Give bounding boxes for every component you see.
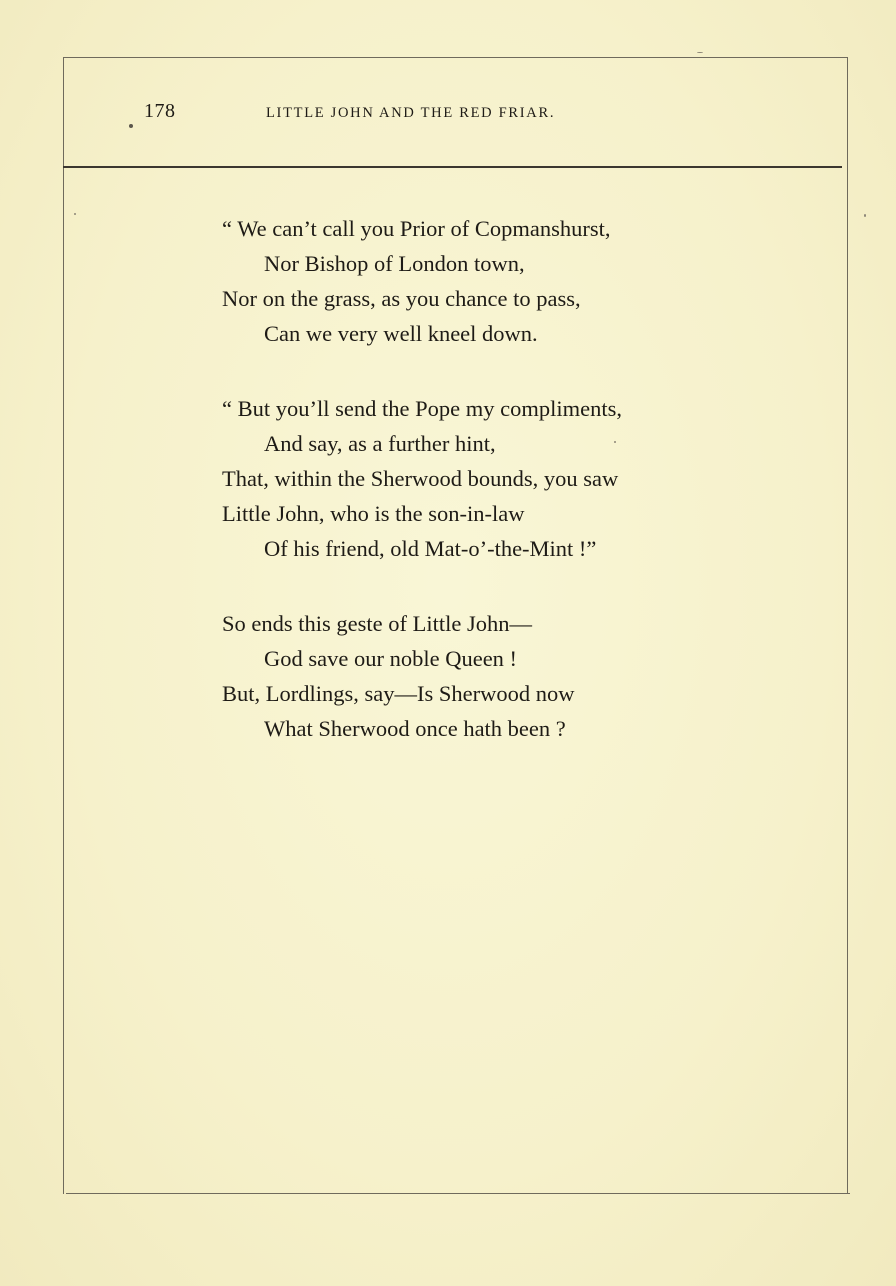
paper-speck: [864, 214, 866, 217]
header-rule: [63, 166, 842, 168]
stanza-1: [222, 211, 611, 351]
verse-line: Nor Bishop of London town,: [264, 251, 525, 276]
verse-line: God save our noble Queen !: [264, 646, 518, 671]
verse-line: Little John, who is the son-in-law: [222, 501, 525, 526]
verse-line: What Sherwood once hath been ?: [264, 716, 566, 741]
frame-left-rule: [63, 57, 64, 1194]
verse-line: Of his friend, old Mat-o’-the-Mint !”: [264, 536, 597, 561]
paper-speck: [697, 52, 703, 53]
frame-top-rule: [63, 57, 847, 58]
page-number: 178: [144, 100, 176, 122]
frame-bottom-rule: [66, 1193, 850, 1194]
verse-line: Can we very well kneel down.: [264, 321, 538, 346]
verse-line: “ We can’t call you Prior of Copmanshurst,: [222, 216, 611, 241]
paper-speck: [614, 441, 616, 443]
running-title: LITTLE JOHN AND THE RED FRIAR.: [266, 105, 556, 121]
verse-line: Nor on the grass, as you chance to pass,: [222, 286, 581, 311]
verse-line: But, Lordlings, say—Is Sherwood now: [222, 681, 575, 706]
paper-speck: [74, 213, 76, 215]
verse-line: And say, as a further hint,: [264, 431, 496, 456]
frame-right-rule: [847, 57, 848, 1194]
ink-dot: [129, 124, 133, 128]
stanza-2: [222, 391, 622, 566]
stanza-3: [222, 606, 575, 746]
page-header: [0, 100, 896, 130]
verse-line: “ But you’ll send the Pope my compliments,: [222, 396, 622, 421]
verse-line: That, within the Sherwood bounds, you saw: [222, 466, 619, 491]
verse-line: So ends this geste of Little John—: [222, 611, 532, 636]
